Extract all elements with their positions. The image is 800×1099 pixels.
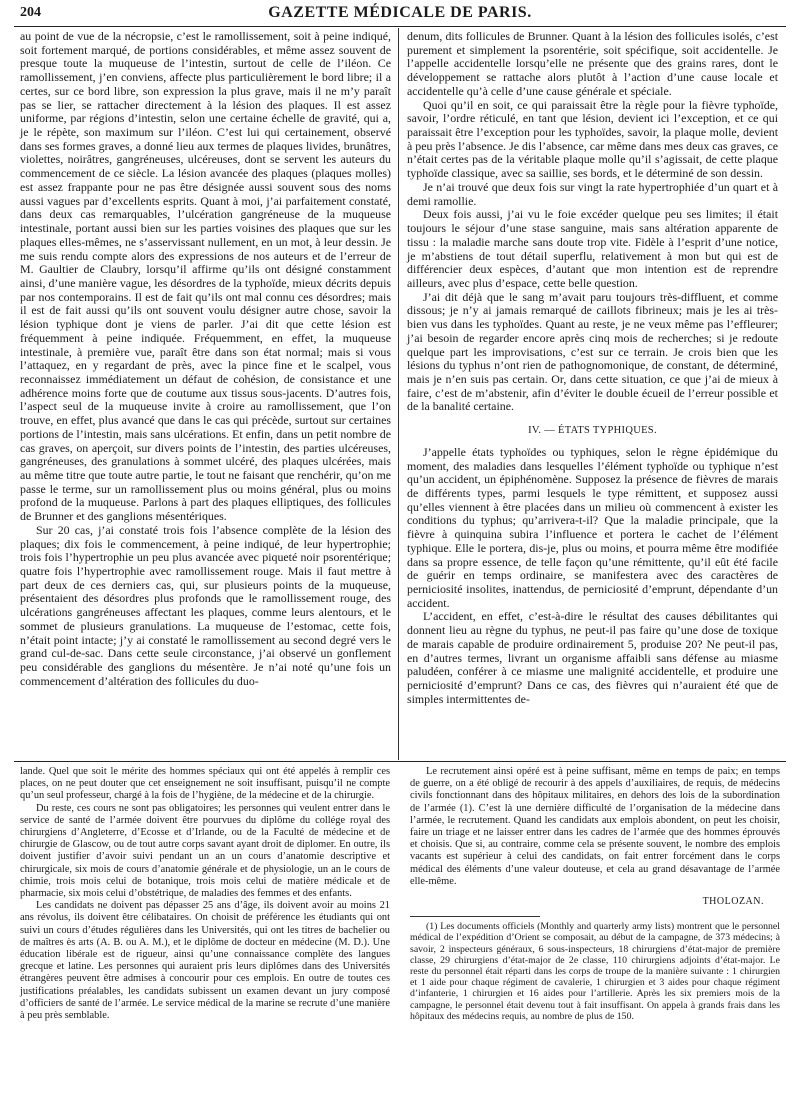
paragraph: au point de vue de la nécropsie, c’est le ramollissement, soit à peine indiqué, soit fortement marqué, de portions considérables, et même assez souvent de presque toute la muqueuse de l’intestin, surtout de celle de l’iléon. Ce ramollissement, j’en conviens, affecte plus particulièrement le bord libre; il a certes, sur ce bord libre, son expression la plus grave, mais il ne m’y paraît pas se lier, se rattacher directement à la lésion des plaques. Il est assez uniforme, par régions d’intestin, selon une certaine échelle de gravité, qui a, je le répète, son maximum sur l’iléon. C’est lui qui certainement, observé dans ses formes graves, a donné lieu aux termes de plaques livides, brunâtres, violettes, noirâtres, gangréneuses, ulcéreuses, dont se servent les auteurs du commencement de ce siècle. La lésion avancée des plaques (plaques molles) est assez frappante pour ne pas être désignée aussi souvent sous des noms aussi vagues par d’excellents esprits. Quant à moi, j’ai parfaitement constaté, dans deux cas remarquables, l’ulcération gangréneuse de la muqueuse intestinale, portant aussi bien sur les parties voisines des plaques que sur les plaques elles-mêmes, ne s’asservissant nullement, en un mot, à leur dessin. Je me suis rendu compte alors des expressions de nos auteurs et de l’erreur de M. Gaultier de Claubry, lorsqu’il affirme qu’ils ont désigné constamment ainsi, d’une manière vague, les désordres de la typhoïde, mieux décrits depuis par nos contemporains. Il est de fait qu’ils ont mal connu ces désordres; mais il est de fait aussi qu’ils ont souvent voulu désigner autre chose, savoir la lésion typhique dont je viens de parler. J’ai dit que cette lésion est fréquemment à peine indiquée. Fréquemment, en effet, la muqueuse intestinale, à première vue, paraît être dans son état normal; mais si vous l’attaquez, en y regardant de près, avec la pince fine et le scalpel, vous reconnaissez immédiatement un défaut de cohésion, de consistance et une adhérence moins forte que de coutume aux tissus sous-jacents. D’autres fois, l’aspect seul de la muqueuse invite à croire au ramollissement, que l’on trouve, en effet, plus avancé que dans le cas qui précède, surtout sur certaines portions de l’intestin, mais sans ulcérations. Et enfin, dans un petit nombre de cas graves, on aperçoit, sur divers points de l’intestin, des parties ulcéreuses, gangréneuses, des granulations à sommet ulcéré, des plaques ulcérées, mais au même titre que toute autre partie, le tout ne faisant que renchérir, qu’on me passe le terme, sur un ramollissement plus ou moins général, plus ou moins profond de la muqueuse. Parlons à part des plaques elliptiques, des follicules de Brunner et des ganglions mésentériques. [20, 29, 391, 524]
page-number: 204 [20, 5, 41, 20]
paragraph: Quoi qu’il en soit, ce qui paraissait être la règle pour la fièvre typhoïde, savoir, l’ordre réticulé, en tant que lésion, devient ici l’exception, et ce qui paraissait être l’exception pour les typhoïdes, savoir, la plaque molle, devient à peu près l’absence. Je dis l’absence, car même dans mes deux cas graves, ce n’était certes pas de la véritable plaque molle qu’il s’agissait, de cette plaque typhoïde classique, avec sa saillie, ses bords, et le déterminé de son dessin. [407, 97, 778, 181]
paragraph: Le recrutement ainsi opéré est à peine suffisant, même en temps de paix; en temps de guerre, on a été obligé de recourir à des appels d’auxiliaires, de requis, de médecins civils fonctionnant dans des hôpitaux militaires, en dehors des lois de la subordination de l’armée (1). C’est là une dernière difficulté de l’organisation de la médecine dans l’armée, le recrutement. Quand les candidats aux emplois abondent, on peut les choisir, faire un triage et ne laisser entrer dans les cadres de l’armée que des hommes éprouvés et choisis. Que si, au contraire, comme cela se présente souvent, le nombre des emplois vacants est supérieur à celui des candidats, on fait entrer forcément dans le corps médical des éléments d’une valeur douteuse, et cela au grand désavantage de l’armée elle-même. [410, 766, 780, 887]
paragraph: Les candidats ne doivent pas dépasser 25 ans d’âge, ils doivent avoir au moins 21 ans révolus, ils doivent être célibataires. On choisit de préférence les étudiants qui ont suivi un cours d’études régulières dans les Universités, qui ont les titres de bachelier ou de maîtres ès arts (A. B. ou A. M.), et le diplôme de docteur en médecine (M. D.). Une éducation libérale est de rigueur, ainsi qu’une connaissance complète des langues grecque et latine. Les personnes qui auraient pris leurs diplômes dans des Universités étrangères peuvent être admises à concourir pour ces emplois. En outre de toutes ces justifications préalables, les candidats subissent un examen devant un jury composé d’officiers de santé de l’armée. Le service médical de la marine se recrute d’une manière à peu près semblable. [20, 900, 390, 1022]
feuilleton-rule [14, 761, 786, 762]
author-signature: THOLOZAN. [702, 896, 764, 908]
section-heading: IV. — ÉTATS TYPHIQUES. [528, 425, 657, 437]
top-right-column [407, 30, 778, 707]
paragraph: lande. Quel que soit le mérite des hommes spéciaux qui ont été appelés à remplir ces places, on ne peut douter que cet enseignement ne soit insuffisant, puisqu’il ne compte qu’un seul professeur, chargé à la fois de l’hygiène, de la médecine et de la chirurgie. [20, 766, 390, 802]
footnote-rule [410, 916, 540, 917]
paragraph: Sur 20 cas, j’ai constaté trois fois l’absence complète de la lésion des plaques; dix fois le commencement, à peine indiqué, de leur hypertrophie; trois fois l’hypertrophie un peu plus avancée avec piqueté noir psorentérique; quatre fois l’hypertrophie avec ramollissement rouge. Mais il faut mettre à part deux de ces derniers cas, qui, sur plusieurs points de la muqueuse, présentaient des désordres plus profonds que le ramollissement rouge, des ulcérations gangréneuses affectant les plaques, comme leurs alentours, et le sommet de plusieurs granulations. La muqueuse de l’estomac, cette fois, n’était point intacte; j’y ai constaté le ramollissement au second degré vers le grand cul-de-sac. Dans cette seule circonstance, j’ai observé un gonflement peu considérable des ganglions du mésentère. Je n’ai noté qu’une fois un commencement d’altération des follicules du duo- [20, 522, 391, 688]
page-header [14, 2, 786, 24]
top-left-column [20, 30, 391, 689]
paragraph: Je n’ai trouvé que deux fois sur vingt la rate hypertrophiée d’un quart et à demi ramollie. [407, 179, 778, 208]
footnote: (1) Les documents officiels (Monthly and quarterly army lists) montrent que le personnel médical de l’expédition d’Orient se composait, au début de la campagne, de 373 médecins; à savoir, 2 inspecteurs généraux, 6 sous-inspecteurs, 18 chirurgiens d’état-major de première classe, 29 chirurgiens d’état-major de 2e classe, 110 chirurgiens adjoints d’état-major. Le reste du personnel était réparti dans les corps de troupe de la manière suivante : 1 chirurgien et 1 aide pour chaque régiment de cavalerie, 1 chirurgien et 3 aides pour chaque régiment d’infanterie, 1 chirurgien et 16 aides pour l’artillerie. Après les six premiers mois de la campagne, le personnel était devenu tout à fait insuffisant. On appela à grands frais dans les hôpitaux des médecins requis, au nombre de plus de 150. [410, 921, 780, 1022]
paragraph: J’appelle états typhoïdes ou typhiques, selon le règne épidémique du moment, des maladies dans lesquelles l’élément typhoïde ou typhique n’est qu’un accident, un épiphénomène. Supposez la présence de fièvres de marais de différents types, parmi lesquels le type rémittent, et supposez aussi qu’elles viennent à être placées dans un milieu où commencent à exister les conditions du typhus; qu’arrivera-t-il? Que la maladie principale, que la fièvre à quinquina subira l’influence et portera le cachet de l’élément typhique. Elle le portera, dis-je, plus ou moins, et pourra même être modifiée dans sa propre essence, de telle façon qu’une rémittente, qu’il eût été facile de guérir en temps ordinaire, se manifestera avec des caractères de perniciosité insolites, inattendus, de perniciosité d’emprunt, dépendante d’un accident. [407, 444, 778, 610]
journal-title: GAZETTE MÉDICALE DE PARIS. [268, 4, 532, 21]
paragraph: denum, dits follicules de Brunner. Quant à la lésion des follicules isolés, c’est purement et simplement la psorentérie, soit spécifique, soit accidentelle. Je l’appelle accidentelle lorsqu’elle ne présente que des grains rares, dont le développement se rattache alors plutôt à l’action d’une cause locale et accidentelle qu’à celle d’une cause générale et spéciale. [407, 29, 778, 98]
paragraph: Du reste, ces cours ne sont pas obligatoires; les personnes qui veulent entrer dans le service de santé de l’armée doivent être pourvues du diplôme du collége royal des chirurgiens d’Angleterre, d’Ecosse et d’Irlande, ou de la Faculté de médecine et de chirurgie de Glascow, ou de tout autre corps savant ayant droit de diplomer. En outre, ils doivent justifier d’avoir suivi pendant un an un cours d’anatomie descriptive et chirurgicale, six mois de cours d’anatomie générale et de physiologie, un an le cours de chimie, trois mois celui de botanique, trois mois celui de matière médicale et de pharmacie, six mois celui d’obstétrique, de maladies des femmes et des enfants. [20, 802, 390, 900]
paragraph: L’accident, en effet, c’est-à-dire le résultat des causes débilitantes qui donnent lieu au règne du typhus, ne peut-il pas faire qu’une dose de toxique de marais capable de produire ordinairement 5, produise 20? Ne peut-il pas, en d’autres termes, livrant un organisme affaibli sans défense au miasme paludéen, conférer à ce miasme une malignité accidentelle, et produire une perniciosité d’emprunt? Dans ce cas, des fièvres qui n’auraient été que de simples intermittentes de- [407, 609, 778, 706]
bottom-right-column [410, 766, 780, 1022]
paragraph: J’ai dit déjà que le sang m’avait paru toujours très-diffluent, et comme dissous; je n’y ai jamais remarqué de caillots fibrineux; mais je les ai très-bien vus dans les typhoïdes. Quant au reste, je ne veux même pas l’effleurer; j’ai besoin de regarder encore après cinq mois de recherches; si je redoute quelque part les improvisations, c’est sur ce terrain. Je crois bien que les lésions du typhus n’ont rien de pathognomonique, de constant, de déterminé, mais je n’en suis pas certain. Or, dans cette situation, ce que j’ai de mieux à faire, c’est de m’abstenir, afin d’éviter le double écueil de l’erreur possible et de la banalité certaine. [407, 289, 778, 414]
column-divider [398, 28, 399, 760]
header-rule [14, 26, 786, 27]
bottom-left-column [20, 766, 390, 1022]
newspaper-page [14, 0, 786, 1099]
paragraph: Deux fois aussi, j’ai vu le foie excéder quelque peu ses limites; il était toujours le séjour d’une stase sanguine, mais sans altération apparente de tissu : la maladie marche sans doute trop vite. Fidèle à l’esprit d’une notice, je m’abstiens de tout détail superflu, relativement à mon but qui est de différencier deux espèces, d’autant que mon intention est de reprendre ailleurs, avec plus d’espace, cette belle question. [407, 207, 778, 290]
